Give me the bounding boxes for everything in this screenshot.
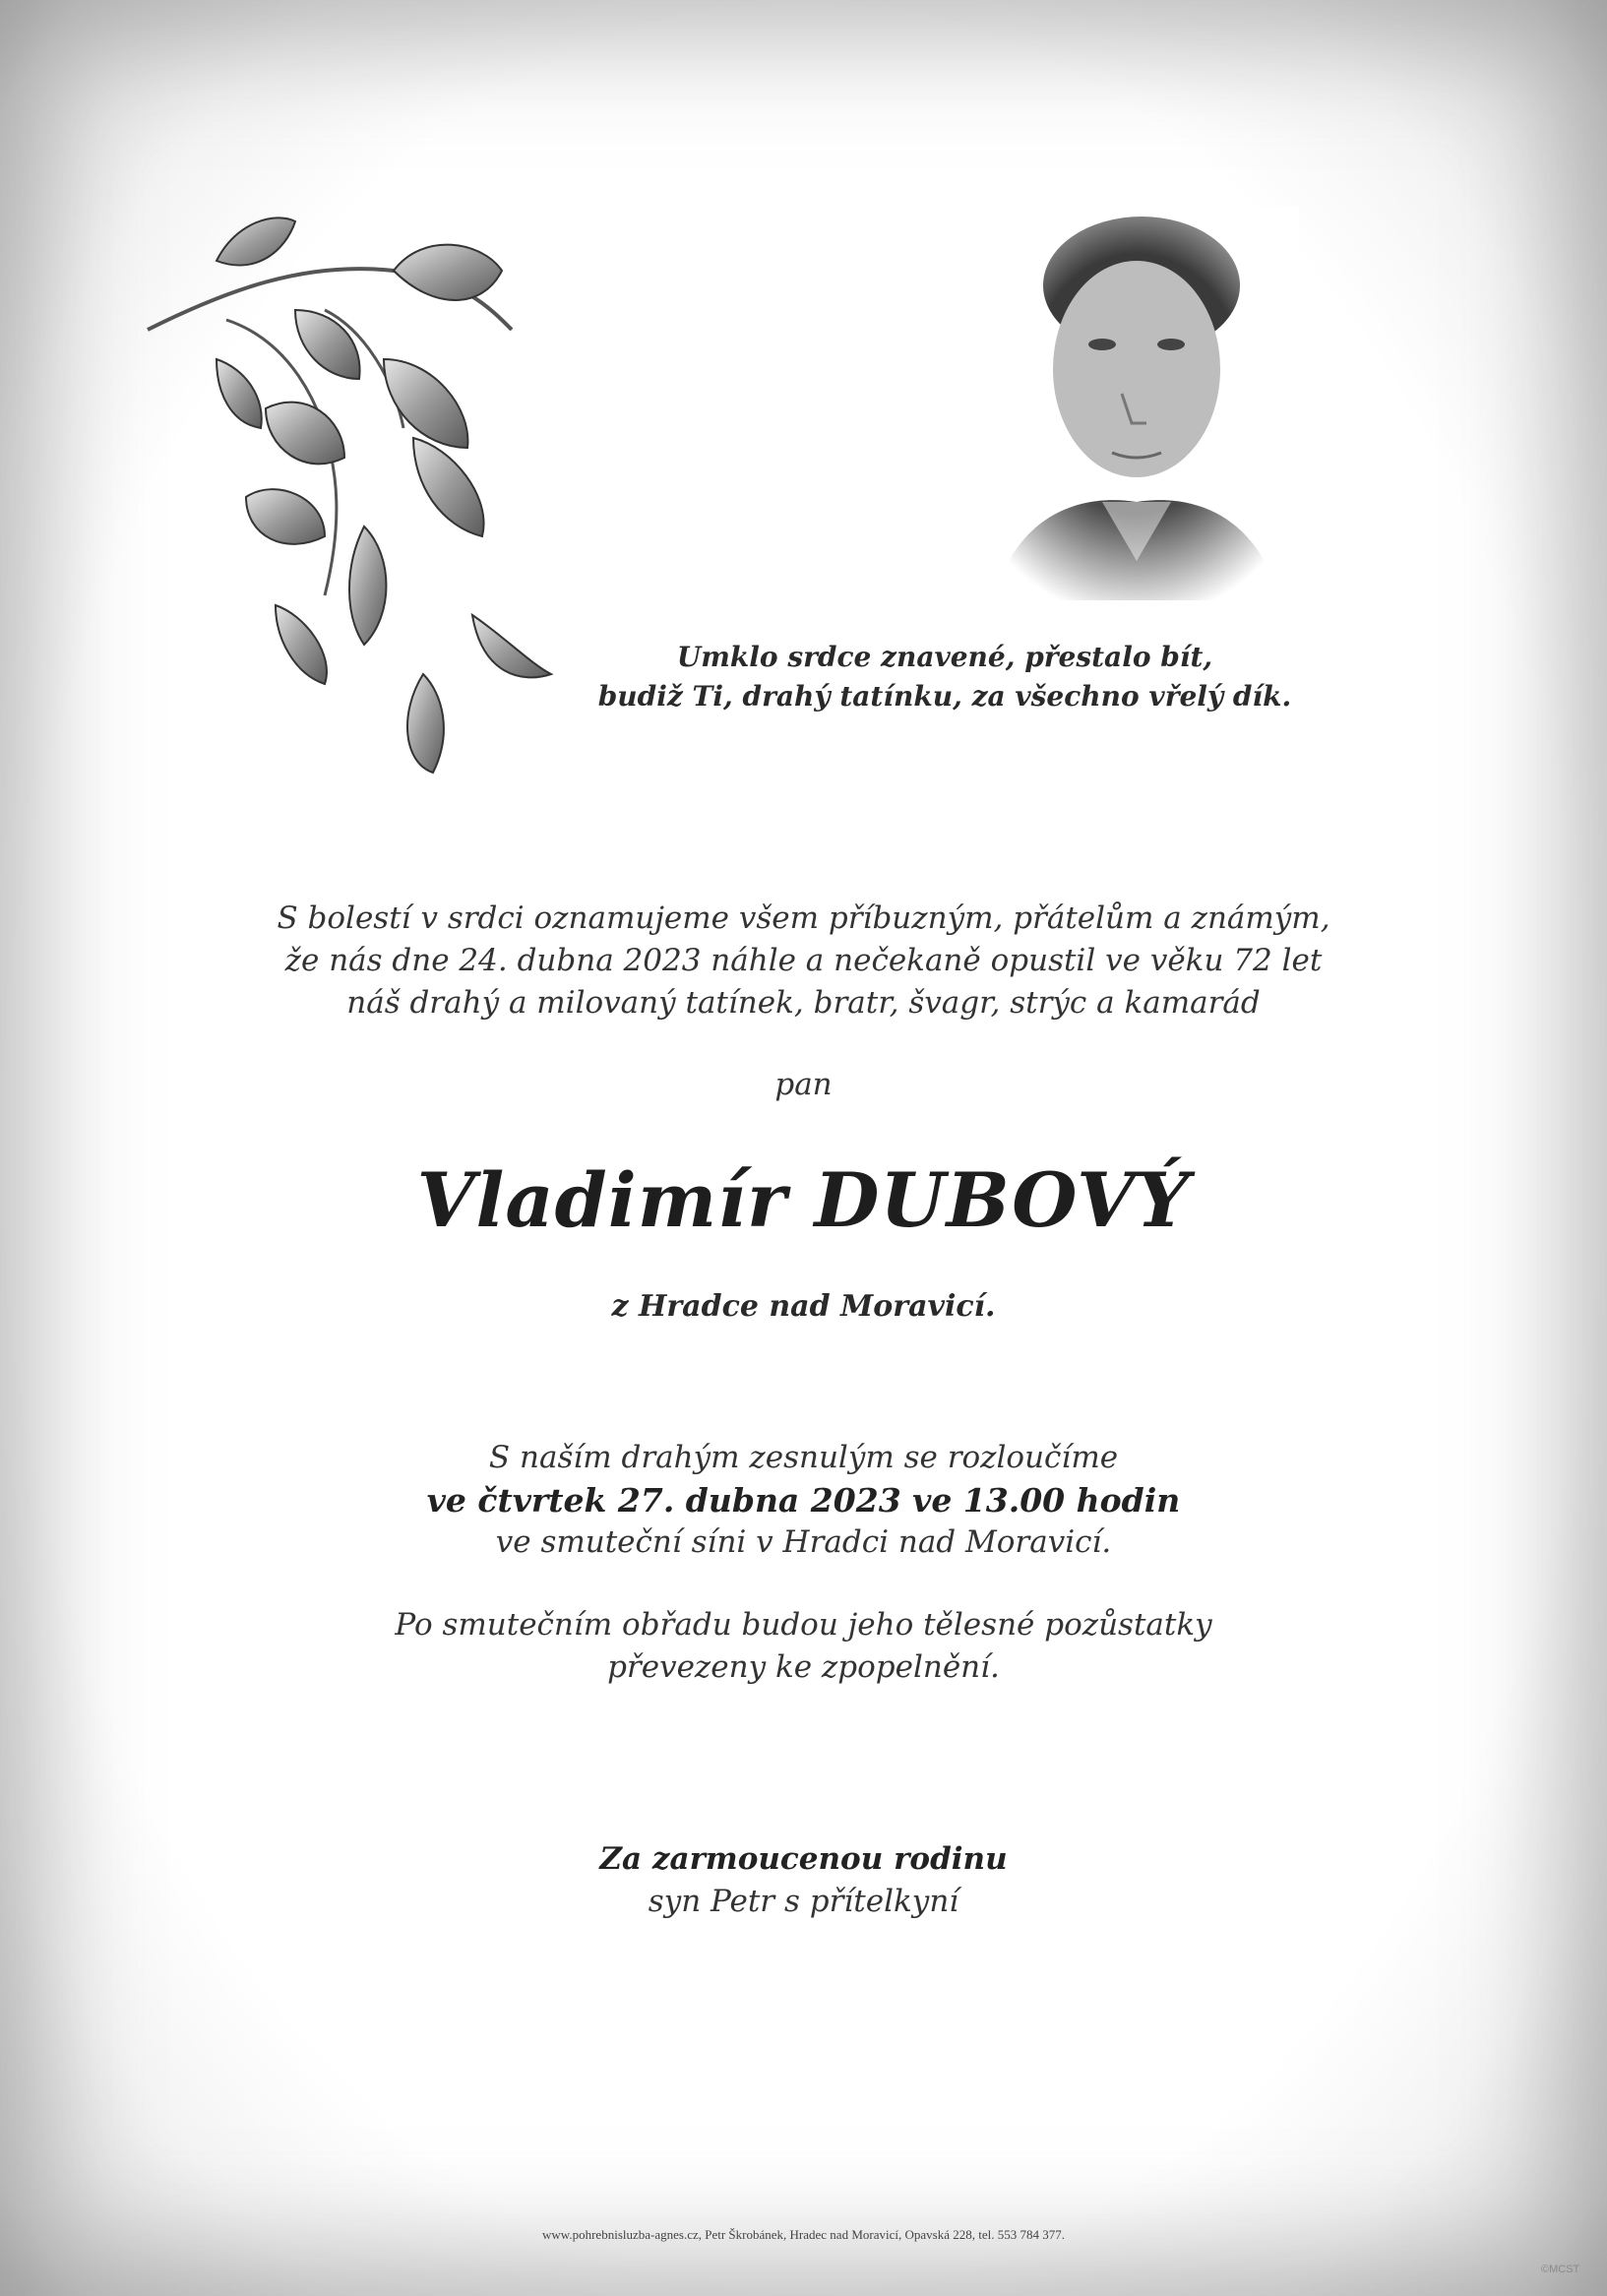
verse-line-1: Umklo srdce znavené, přestalo bít, <box>676 641 1213 673</box>
announcement-line-1: S bolestí v srdci oznamujeme všem příbuzným, přátelům a známým, <box>277 900 1330 936</box>
deceased-name: Vladimír DUBOVÝ <box>416 1156 1191 1244</box>
farewell-date-time: ve čtvrtek 27. dubna 2023 ve 13.00 hodin <box>426 1481 1181 1520</box>
farewell-info <box>0 1437 1607 1564</box>
verse-line-2: budiž Ti, drahý tatínku, za všechno vřelý dík. <box>597 680 1292 713</box>
salutation: pan <box>774 1067 833 1102</box>
farewell-line-1: S naším drahým zesnulým se rozloučíme <box>488 1440 1119 1475</box>
origin-town: z Hradce nad Moravicí. <box>611 1289 996 1324</box>
leaf-branch-icon <box>138 202 590 822</box>
after-ceremony-line-1: Po smutečním obřadu budou jeho tělesné pozůstatky <box>395 1607 1212 1643</box>
announcement-line-2: že nás dne 24. dubna 2023 náhle a nečekaně opustil ve věku 72 let <box>284 943 1323 978</box>
memorial-verse <box>551 638 1338 716</box>
announcement-line-3: náš drahý a milovaný tatínek, bratr, švagr, strýc a kamarád <box>346 985 1261 1021</box>
after-ceremony <box>0 1604 1607 1689</box>
copyright-mark: ©MCST <box>1541 2264 1580 2275</box>
portrait-photo <box>974 207 1299 600</box>
signature-line-1: Za zarmoucenou rodinu <box>599 1841 1008 1877</box>
after-ceremony-line-2: převezeny ke zpopelnění. <box>607 1649 1000 1685</box>
signature-line-2: syn Petr s přítelkyní <box>648 1884 959 1919</box>
farewell-location: ve smuteční síni v Hradci nad Moravicí. <box>495 1524 1112 1560</box>
funeral-service-footer: www.pohrebnisluzba-agnes.cz, Petr Škrobánek, Hradec nad Moravicí, Opavská 228, tel. 553 784 377. <box>542 2227 1065 2242</box>
announcement <box>0 898 1607 1024</box>
family-signature <box>0 1838 1607 1923</box>
